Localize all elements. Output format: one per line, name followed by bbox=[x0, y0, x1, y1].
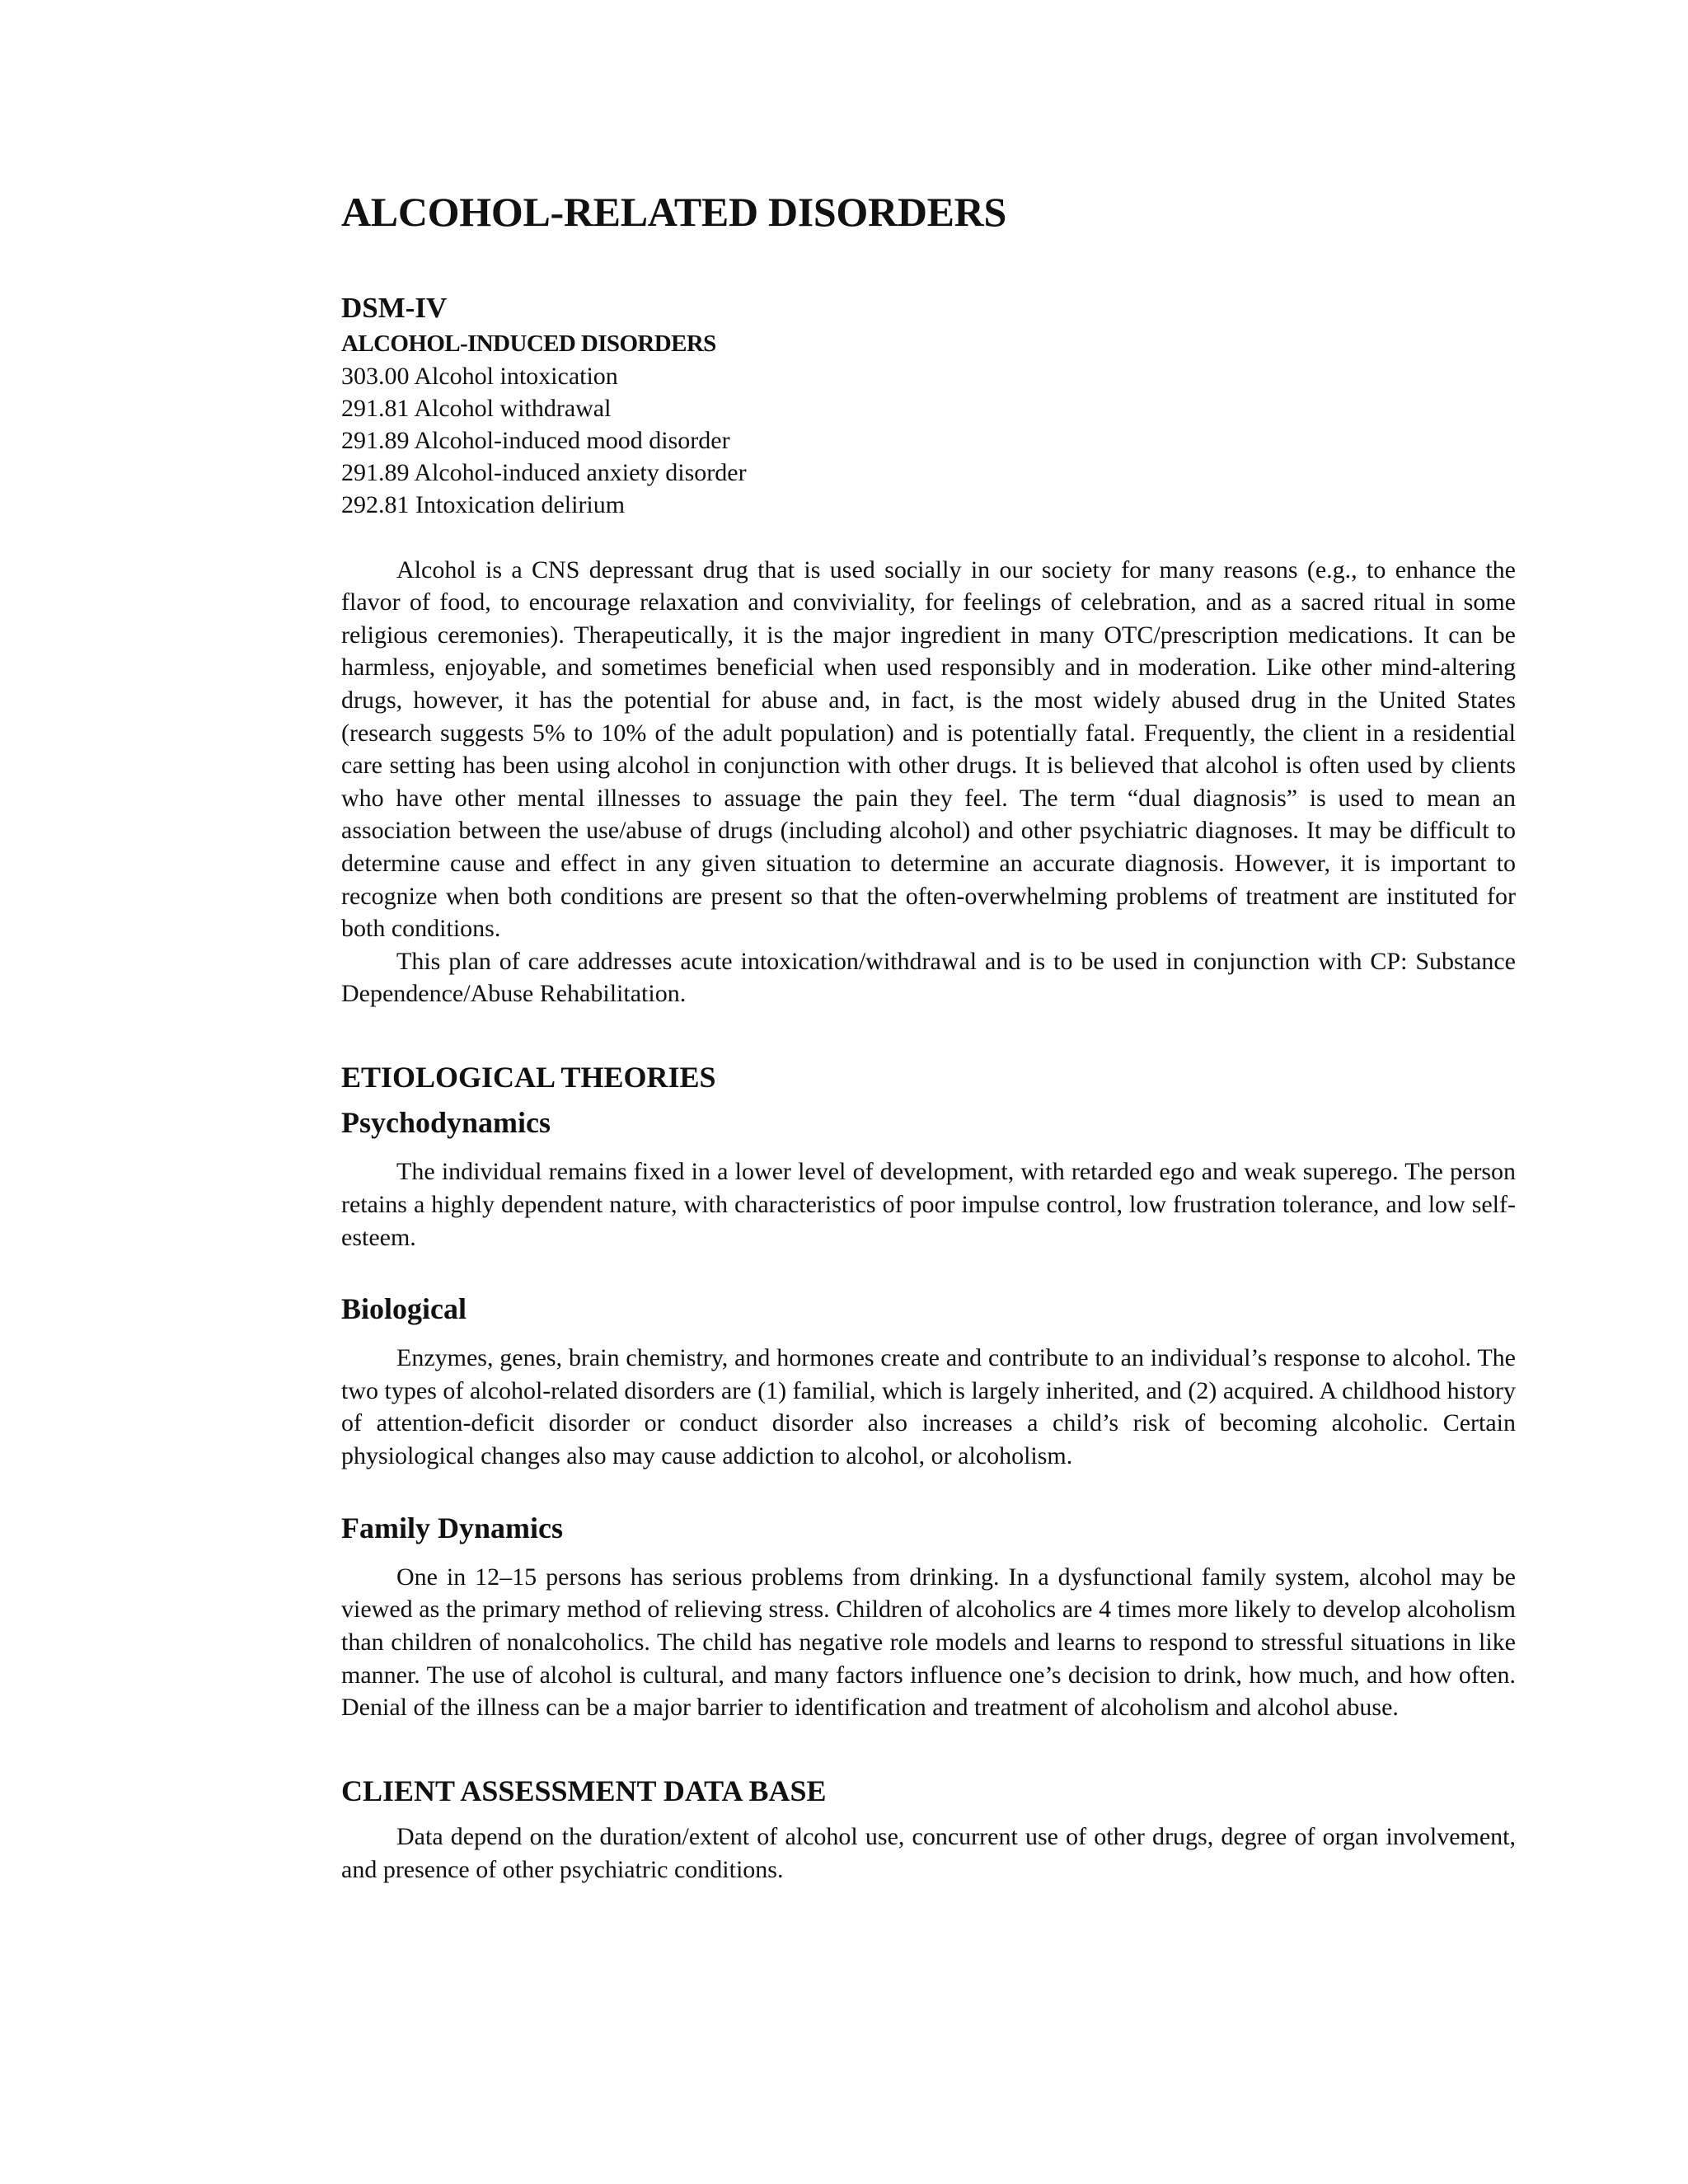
intro-paragraph: Alcohol is a CNS depressant drug that is used socially in our society for many reasons (e.g., to enhance the flavor of food, to encourage relaxation and conviviality, for feelings of celebration, and as a sacred ritual in some religious ceremonies). Therapeutically, it is the major ingredient in many OTC/prescription medications. It can be harmless, enjoyable, and sometimes beneficial when used responsibly and in moderation. Like other mind-altering drugs, however, it has the potential for abuse and, in fact, is the most widely abused drug in the United States (research suggests 5% to 10% of the adult population) and is potentially fatal. Frequently, the client in a residential care setting has been using alcohol in conjunction with other drugs. It is believed that alcohol is often used by clients who have other mental illnesses to assuage the pain they feel. The term “dual diagnosis” is used to mean an association between the use/abuse of drugs (including alcohol) and other psychiatric diagnoses. It may be difficult to determine cause and effect in any given situation to determine an accurate diagnosis. However, it is important to recognize when both conditions are present so that the often-overwhelming problems of treatment are instituted for both conditions. bbox=[341, 555, 1516, 943]
intro-paragraph-care-plan: This plan of care addresses acute intoxication/withdrawal and is to be used in conjunction with CP: Substance Dependence/Abuse Rehabilitation. bbox=[341, 947, 1516, 1008]
psychodynamics-paragraph: The individual remains fixed in a lower level of development, with retarded ego and weak superego. The person retains a highly dependent nature, with characteristics of poor impulse control, low frustration tolerance, and low self-esteem. bbox=[341, 1158, 1516, 1251]
diagnosis-code-item: 291.89 Alcohol-induced mood disorder bbox=[341, 426, 730, 454]
subheading-biological: Biological bbox=[341, 1292, 467, 1326]
diagnosis-code-list bbox=[341, 360, 1516, 521]
diagnosis-code-item: 292.81 Intoxication delirium bbox=[341, 490, 626, 518]
document-page bbox=[341, 190, 1516, 1886]
subheading-family-dynamics: Family Dynamics bbox=[341, 1511, 563, 1544]
section-heading-client-assessment: CLIENT ASSESSMENT DATA BASE bbox=[341, 1774, 827, 1807]
section-heading-etiological-theories: ETIOLOGICAL THEORIES bbox=[341, 1060, 716, 1094]
page-title: ALCOHOL-RELATED DISORDERS bbox=[341, 189, 1007, 235]
diagnosis-code-item: 291.81 Alcohol withdrawal bbox=[341, 394, 612, 422]
assessment-paragraph: Data depend on the duration/extent of alcohol use, concurrent use of other drugs, degree of organ involvement, and presence of other psychiatric conditions. bbox=[341, 1823, 1516, 1883]
diagnosis-code-item: 303.00 Alcohol intoxication bbox=[341, 362, 618, 390]
dsm-heading: DSM-IV bbox=[341, 292, 448, 324]
dsm-subheading: ALCOHOL-INDUCED DISORDERS bbox=[341, 330, 716, 357]
family-dynamics-paragraph: One in 12–15 persons has serious problems from drinking. In a dysfunctional family system, alcohol may be viewed as the primary method of relieving stress. Children of alcoholics are 4 times more likely to develop alcoholism than children of nonalcoholics. The child has negative role models and learns to respond to stressful situations in like manner. The use of alcohol is cultural, and many factors influence one’s decision to drink, how much, and how often. Denial of the illness can be a major barrier to identification and treatment of alcoholism and alcohol abuse. bbox=[341, 1563, 1516, 1722]
diagnosis-code-item: 291.89 Alcohol-induced anxiety disorder bbox=[341, 458, 747, 486]
subheading-psychodynamics: Psychodynamics bbox=[341, 1106, 551, 1140]
biological-paragraph: Enzymes, genes, brain chemistry, and hormones create and contribute to an individual’s response to alcohol. The two types of alcohol-related disorders are (1) familial, which is largely inherited, and (2) acquired. A childhood history of attention-deficit disorder or conduct disorder also increases a child’s risk of becoming alcoholic. Certain physiological changes also may cause addiction to alcohol, or alcoholism. bbox=[341, 1344, 1516, 1470]
